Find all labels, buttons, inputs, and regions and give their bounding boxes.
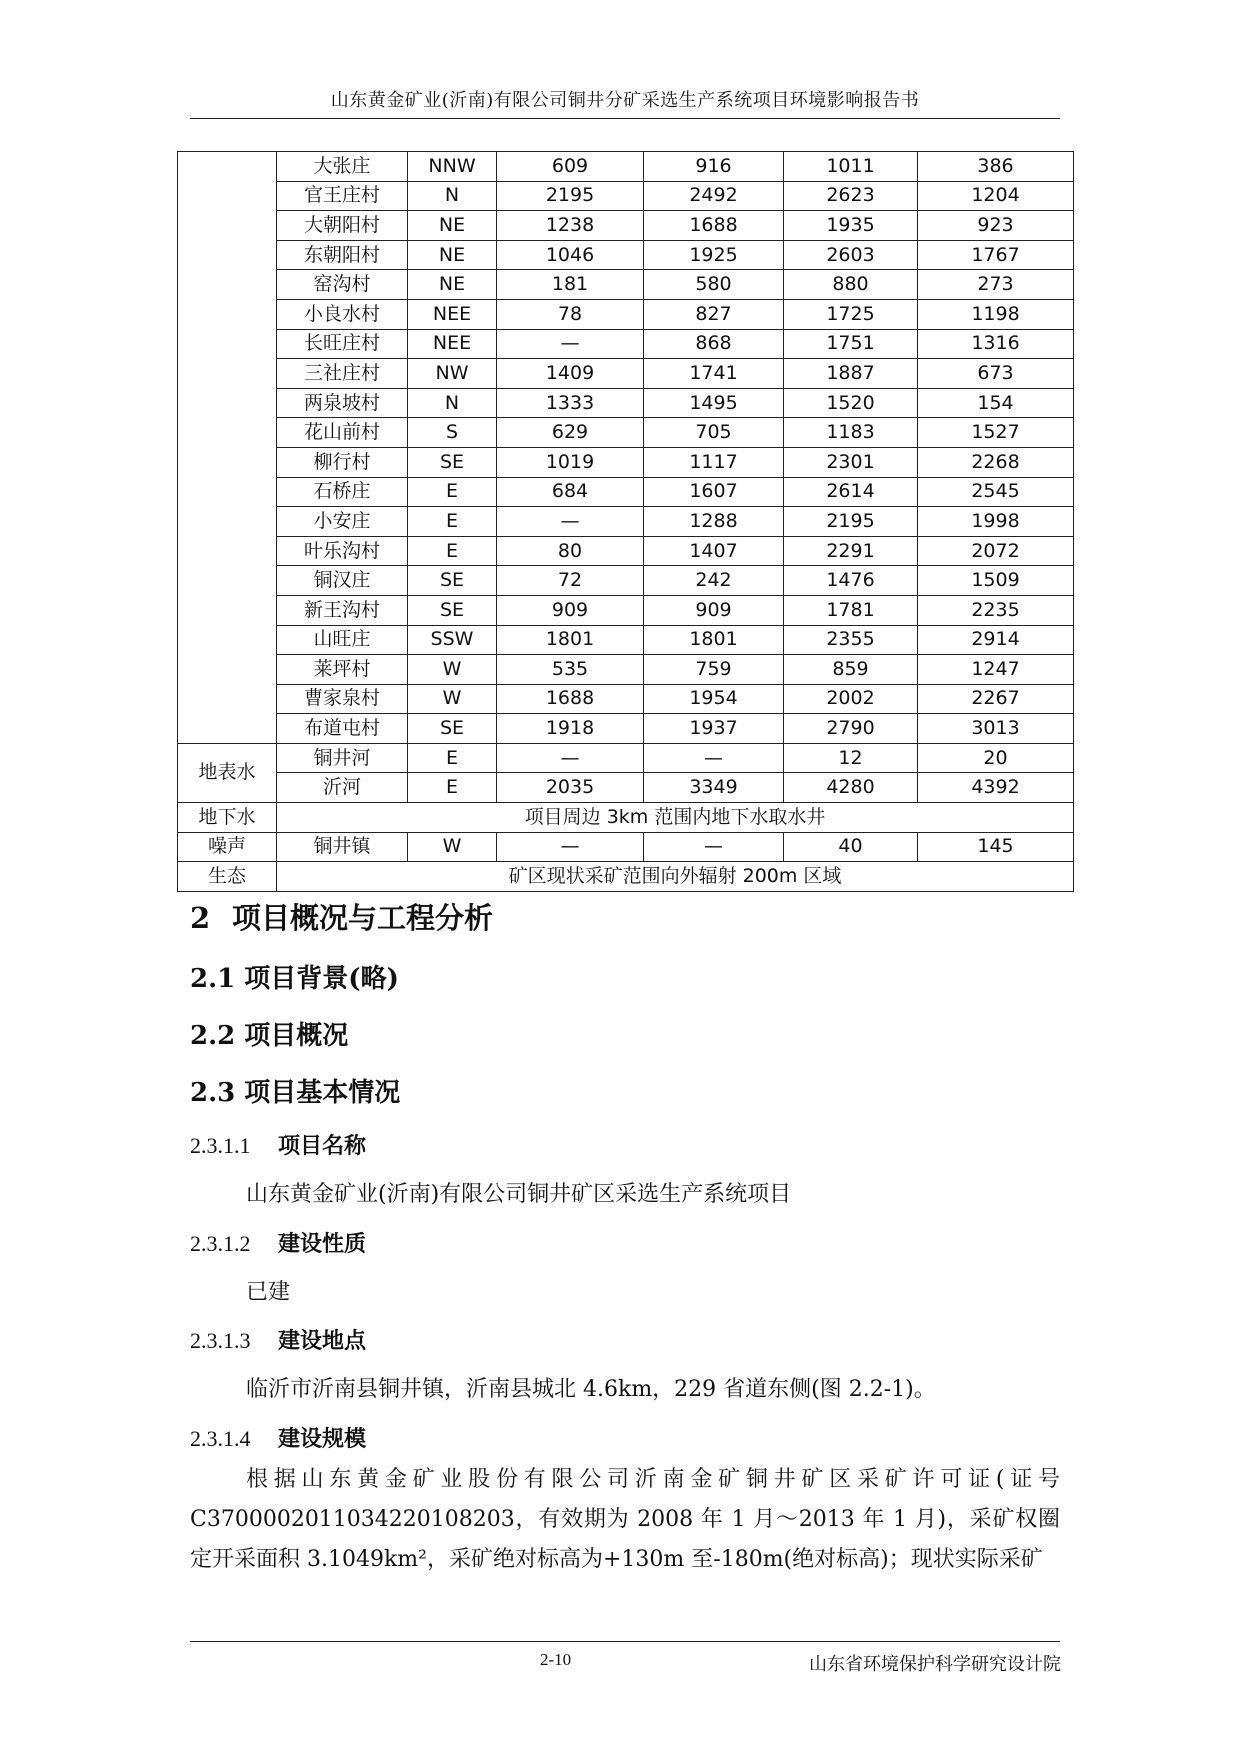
chapter-heading (190, 896, 493, 937)
direction-cell: NEE (408, 329, 497, 359)
distance-cell-3: 1751 (784, 329, 918, 359)
subsection-project-name (190, 1129, 366, 1160)
distance-cell-3: 1183 (784, 418, 918, 448)
distance-cell-3: 859 (784, 655, 918, 685)
distance-cell-3: 2603 (784, 240, 918, 270)
distance-cell-3: 2623 (784, 181, 918, 211)
distance-cell-3: 2301 (784, 447, 918, 477)
subsection-number: 2.3.1.1 (190, 1133, 251, 1158)
table-row (178, 566, 1074, 596)
subsection-title: 建设性质 (278, 1232, 367, 1257)
distance-cell-3: 2790 (784, 714, 918, 744)
distance-cell-4: 154 (918, 388, 1074, 418)
table-row (178, 152, 1074, 182)
distance-cell-3: 2291 (784, 536, 918, 566)
distance-cell-1: 1801 (497, 625, 644, 655)
chapter-title: 项目概况与工程分析 (232, 901, 494, 935)
distance-cell-2: 1117 (644, 447, 784, 477)
table-row (178, 240, 1074, 270)
subsection-title: 建设地点 (278, 1329, 367, 1354)
section-2-3-heading: 2.3 项目基本情况 (190, 1078, 401, 1108)
distance-cell-2: 1741 (644, 359, 784, 389)
distance-cell-1: 2195 (497, 181, 644, 211)
table-row (178, 507, 1074, 537)
subsection-number: 2.3.1.3 (190, 1328, 251, 1353)
distance-cell-2: 1937 (644, 714, 784, 744)
merged-description-cell: 矿区现状采矿范围向外辐射 200m 区域 (277, 862, 1074, 892)
target-name-cell: 铜汉庄 (277, 566, 408, 596)
direction-cell: NE (408, 270, 497, 300)
distance-cell-4: 923 (918, 211, 1074, 241)
direction-cell: S (408, 418, 497, 448)
distance-cell-1: 2035 (497, 773, 644, 803)
direction-cell: NNW (408, 152, 497, 182)
distance-cell-2: 3349 (644, 773, 784, 803)
target-name-cell: 布道屯村 (277, 714, 408, 744)
distance-cell-4: 1316 (918, 329, 1074, 359)
subsection-number: 2.3.1.4 (190, 1426, 251, 1451)
distance-cell-2: 1925 (644, 240, 784, 270)
distance-cell-4: 1767 (918, 240, 1074, 270)
table-row (178, 625, 1074, 655)
distance-cell-2: 1688 (644, 211, 784, 241)
distance-cell-1: 909 (497, 595, 644, 625)
distance-cell-1: 1918 (497, 714, 644, 744)
distance-cell-3: 2614 (784, 477, 918, 507)
direction-cell: N (408, 388, 497, 418)
table-body (178, 152, 1074, 892)
distance-cell-1: 629 (497, 418, 644, 448)
subsection-title: 项目名称 (278, 1134, 367, 1159)
table-row (178, 359, 1074, 389)
distance-cell-3: 1781 (784, 595, 918, 625)
direction-cell: E (408, 536, 497, 566)
sensitive-targets-table (177, 151, 1074, 892)
distance-cell-2: 705 (644, 418, 784, 448)
direction-cell: E (408, 507, 497, 537)
target-name-cell: 新王沟村 (277, 595, 408, 625)
table-row (178, 418, 1074, 448)
distance-cell-1: — (497, 832, 644, 862)
target-name-cell: 小良水村 (277, 299, 408, 329)
distance-cell-2: — (644, 743, 784, 773)
table-row (178, 832, 1074, 862)
target-name-cell: 长旺庄村 (277, 329, 408, 359)
distance-cell-3: 1935 (784, 211, 918, 241)
table-row (178, 181, 1074, 211)
distance-cell-2: 759 (644, 655, 784, 685)
direction-cell: W (408, 684, 497, 714)
target-name-cell: 大朝阳村 (277, 211, 408, 241)
target-name-cell: 山旺庄 (277, 625, 408, 655)
distance-cell-1: 1333 (497, 388, 644, 418)
distance-cell-1: 609 (497, 152, 644, 182)
distance-cell-1: 1238 (497, 211, 644, 241)
direction-cell: SE (408, 714, 497, 744)
distance-cell-2: 242 (644, 566, 784, 596)
distance-cell-4: 273 (918, 270, 1074, 300)
target-name-cell: 铜井镇 (277, 832, 408, 862)
distance-cell-3: 12 (784, 743, 918, 773)
distance-cell-3: 1887 (784, 359, 918, 389)
section-2-1-heading: 2.1 项目背景(略) (190, 964, 399, 994)
distance-cell-2: 909 (644, 595, 784, 625)
table-row (178, 714, 1074, 744)
section-2-2-heading: 2.2 项目概况 (190, 1021, 349, 1051)
target-name-cell: 莱坪村 (277, 655, 408, 685)
table-row (178, 447, 1074, 477)
direction-cell: E (408, 743, 497, 773)
target-name-cell: 石桥庄 (277, 477, 408, 507)
distance-cell-3: 1725 (784, 299, 918, 329)
subsection-number: 2.3.1.2 (190, 1231, 251, 1256)
construction-nature-text: 已建 (246, 1280, 291, 1305)
distance-cell-2: 868 (644, 329, 784, 359)
distance-cell-1: 1046 (497, 240, 644, 270)
construction-scale-text: 根据山东黄金矿业股份有限公司沂南金矿铜井矿区采矿许可证(证号 C3700002011034220108203，有效期为 2008 年 1 月～2013 年 1 月)，采矿权圈定开采面积 3.1049km²，采矿绝对标高为+130m 至-180m(绝对标高)；现状实际采矿 (190, 1467, 1060, 1572)
distance-cell-3: 4280 (784, 773, 918, 803)
target-name-cell: 三社庄村 (277, 359, 408, 389)
distance-cell-1: 1688 (497, 684, 644, 714)
direction-cell: NEE (408, 299, 497, 329)
distance-cell-4: 1998 (918, 507, 1074, 537)
table-row (178, 595, 1074, 625)
category-cell: 地下水 (178, 803, 277, 833)
target-name-cell: 曹家泉村 (277, 684, 408, 714)
distance-cell-1: 80 (497, 536, 644, 566)
table-row (178, 477, 1074, 507)
category-cell: 地表水 (178, 743, 277, 802)
chapter-number: 2 (190, 901, 211, 935)
table-row (178, 803, 1074, 833)
distance-cell-3: 1011 (784, 152, 918, 182)
distance-cell-3: 40 (784, 832, 918, 862)
distance-cell-2: 827 (644, 299, 784, 329)
target-name-cell: 窑沟村 (277, 270, 408, 300)
distance-cell-4: 386 (918, 152, 1074, 182)
distance-cell-4: 2914 (918, 625, 1074, 655)
distance-cell-3: 1476 (784, 566, 918, 596)
table-row (178, 773, 1074, 803)
distance-cell-1: 78 (497, 299, 644, 329)
target-name-cell: 铜井河 (277, 743, 408, 773)
distance-cell-2: 580 (644, 270, 784, 300)
category-cell-continued (178, 152, 277, 744)
distance-cell-4: 1527 (918, 418, 1074, 448)
distance-cell-1: 535 (497, 655, 644, 685)
distance-cell-3: 1520 (784, 388, 918, 418)
distance-cell-4: 1204 (918, 181, 1074, 211)
distance-cell-4: 2268 (918, 447, 1074, 477)
direction-cell: N (408, 181, 497, 211)
distance-cell-4: 4392 (918, 773, 1074, 803)
distance-cell-4: 3013 (918, 714, 1074, 744)
target-name-cell: 大张庄 (277, 152, 408, 182)
distance-cell-2: 1801 (644, 625, 784, 655)
table-row (178, 684, 1074, 714)
direction-cell: NE (408, 211, 497, 241)
direction-cell: E (408, 477, 497, 507)
distance-cell-4: 1198 (918, 299, 1074, 329)
header-rule (190, 118, 1060, 119)
table-row (178, 299, 1074, 329)
direction-cell: W (408, 655, 497, 685)
distance-cell-1: — (497, 743, 644, 773)
table-row (178, 536, 1074, 566)
distance-cell-1: — (497, 329, 644, 359)
distance-cell-2: 1407 (644, 536, 784, 566)
page-header-title: 山东黄金矿业(沂南)有限公司铜井分矿采选生产系统项目环境影响报告书 (330, 90, 920, 111)
target-name-cell: 小安庄 (277, 507, 408, 537)
distance-cell-4: 1247 (918, 655, 1074, 685)
project-name-text: 山东黄金矿业(沂南)有限公司铜井矿区采选生产系统项目 (246, 1182, 792, 1207)
distance-cell-1: 1409 (497, 359, 644, 389)
distance-cell-4: 2545 (918, 477, 1074, 507)
subsection-title: 建设规模 (278, 1427, 367, 1452)
table-row (178, 655, 1074, 685)
distance-cell-1: 181 (497, 270, 644, 300)
distance-cell-1: — (497, 507, 644, 537)
distance-cell-2: 2492 (644, 181, 784, 211)
distance-cell-2: 1495 (644, 388, 784, 418)
distance-cell-3: 2195 (784, 507, 918, 537)
target-name-cell: 花山前村 (277, 418, 408, 448)
target-name-cell: 柳行村 (277, 447, 408, 477)
target-name-cell: 官王庄村 (277, 181, 408, 211)
distance-cell-4: 673 (918, 359, 1074, 389)
construction-site-text: 临沂市沂南县铜井镇，沂南县城北 4.6km，229 省道东侧(图 2.2-1)。 (246, 1377, 936, 1402)
direction-cell: SE (408, 447, 497, 477)
direction-cell: NE (408, 240, 497, 270)
subsection-construction-site (190, 1324, 366, 1355)
target-name-cell: 两泉坡村 (277, 388, 408, 418)
direction-cell: SSW (408, 625, 497, 655)
distance-cell-2: — (644, 832, 784, 862)
table-row (178, 211, 1074, 241)
distance-cell-1: 1019 (497, 447, 644, 477)
footer-institute: 山东省环境保护科学研究设计院 (809, 1654, 1061, 1675)
distance-cell-2: 1607 (644, 477, 784, 507)
table-row (178, 743, 1074, 773)
direction-cell: W (408, 832, 497, 862)
distance-cell-4: 145 (918, 832, 1074, 862)
merged-description-cell: 项目周边 3km 范围内地下水取水井 (277, 803, 1074, 833)
distance-cell-4: 2267 (918, 684, 1074, 714)
distance-cell-2: 1954 (644, 684, 784, 714)
distance-cell-4: 2235 (918, 595, 1074, 625)
table-row (178, 862, 1074, 892)
subsection-construction-nature (190, 1227, 366, 1258)
distance-cell-4: 20 (918, 743, 1074, 773)
category-cell: 生态 (178, 862, 277, 892)
table-row (178, 270, 1074, 300)
direction-cell: NW (408, 359, 497, 389)
direction-cell: E (408, 773, 497, 803)
distance-cell-4: 2072 (918, 536, 1074, 566)
distance-cell-1: 684 (497, 477, 644, 507)
distance-cell-4: 1509 (918, 566, 1074, 596)
table-row (178, 329, 1074, 359)
distance-cell-2: 1288 (644, 507, 784, 537)
distance-cell-3: 880 (784, 270, 918, 300)
direction-cell: SE (408, 595, 497, 625)
subsection-construction-scale (190, 1422, 366, 1453)
table-row (178, 388, 1074, 418)
target-name-cell: 叶乐沟村 (277, 536, 408, 566)
distance-cell-3: 2002 (784, 684, 918, 714)
distance-cell-2: 916 (644, 152, 784, 182)
distance-cell-1: 72 (497, 566, 644, 596)
target-name-cell: 沂河 (277, 773, 408, 803)
footer-rule (190, 1641, 1060, 1642)
distance-cell-3: 2355 (784, 625, 918, 655)
direction-cell: SE (408, 566, 497, 596)
target-name-cell: 东朝阳村 (277, 240, 408, 270)
category-cell: 噪声 (178, 832, 277, 862)
page-number: 2-10 (540, 1650, 572, 1669)
